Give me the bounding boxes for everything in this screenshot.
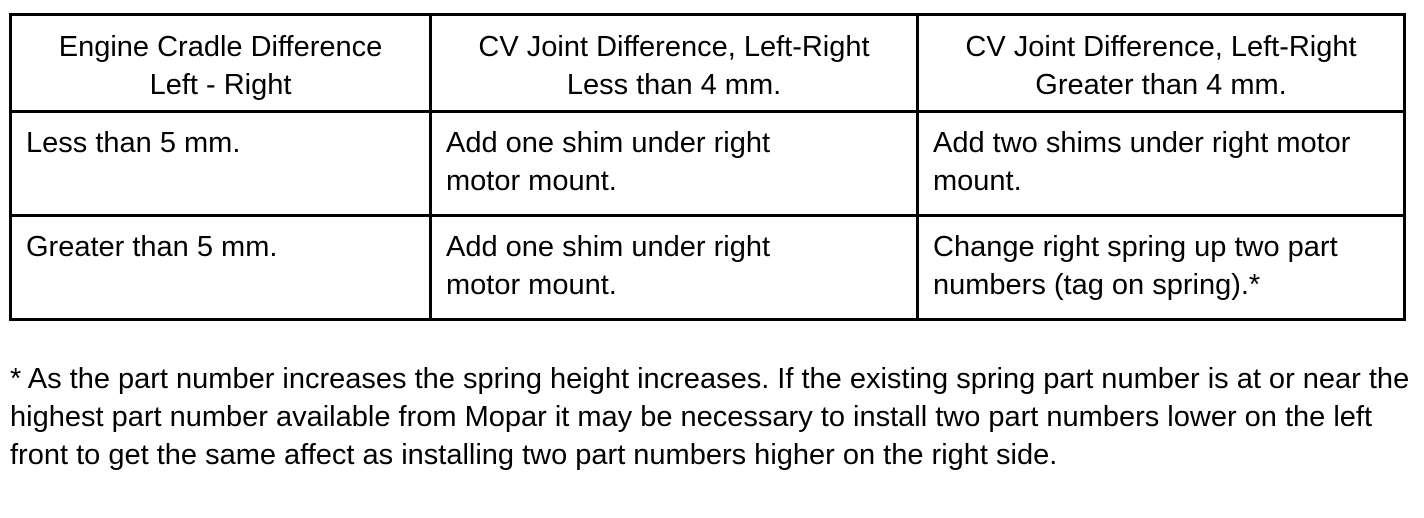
shim-spec-table (9, 13, 1406, 321)
condition-cell (11, 216, 431, 320)
cell-text: Add one shim under right motor mount. (446, 231, 771, 301)
header-line: CV Joint Difference, Left-Right (478, 31, 870, 63)
header-line: CV Joint Difference, Left-Right (965, 31, 1357, 63)
header-line: Engine Cradle Difference (58, 31, 383, 63)
action-cell (918, 216, 1405, 320)
action-cell (431, 216, 918, 320)
table-header-row (11, 15, 1405, 112)
table-row (11, 112, 1405, 216)
header-cv-greater-than-4 (918, 15, 1405, 112)
cell-text: Add two shims under right motor mount. (933, 127, 1351, 197)
header-engine-cradle-difference (11, 15, 431, 112)
table-row (11, 216, 1405, 320)
condition-cell (11, 112, 431, 216)
header-line: Greater than 4 mm. (1035, 69, 1287, 101)
header-line: Less than 4 mm. (566, 69, 782, 101)
action-cell (918, 112, 1405, 216)
action-cell (431, 112, 918, 216)
footnote: * As the part number increases the spring height increases. If the existing spring part number is at or near the highest part number available from Mopar it may be necessary to install two part numbers lower on the left front to get the same affect as installing two part numbers higher on the right side. (10, 363, 1410, 471)
header-cv-less-than-4 (431, 15, 918, 112)
cell-text: Add one shim under right motor mount. (446, 127, 771, 197)
cell-text: Less than 5 mm. (26, 127, 241, 159)
cell-text: Change right spring up two part numbers (tag on spring).* (933, 231, 1338, 301)
cell-text: Greater than 5 mm. (26, 231, 278, 263)
header-line: Left - Right (149, 69, 292, 101)
